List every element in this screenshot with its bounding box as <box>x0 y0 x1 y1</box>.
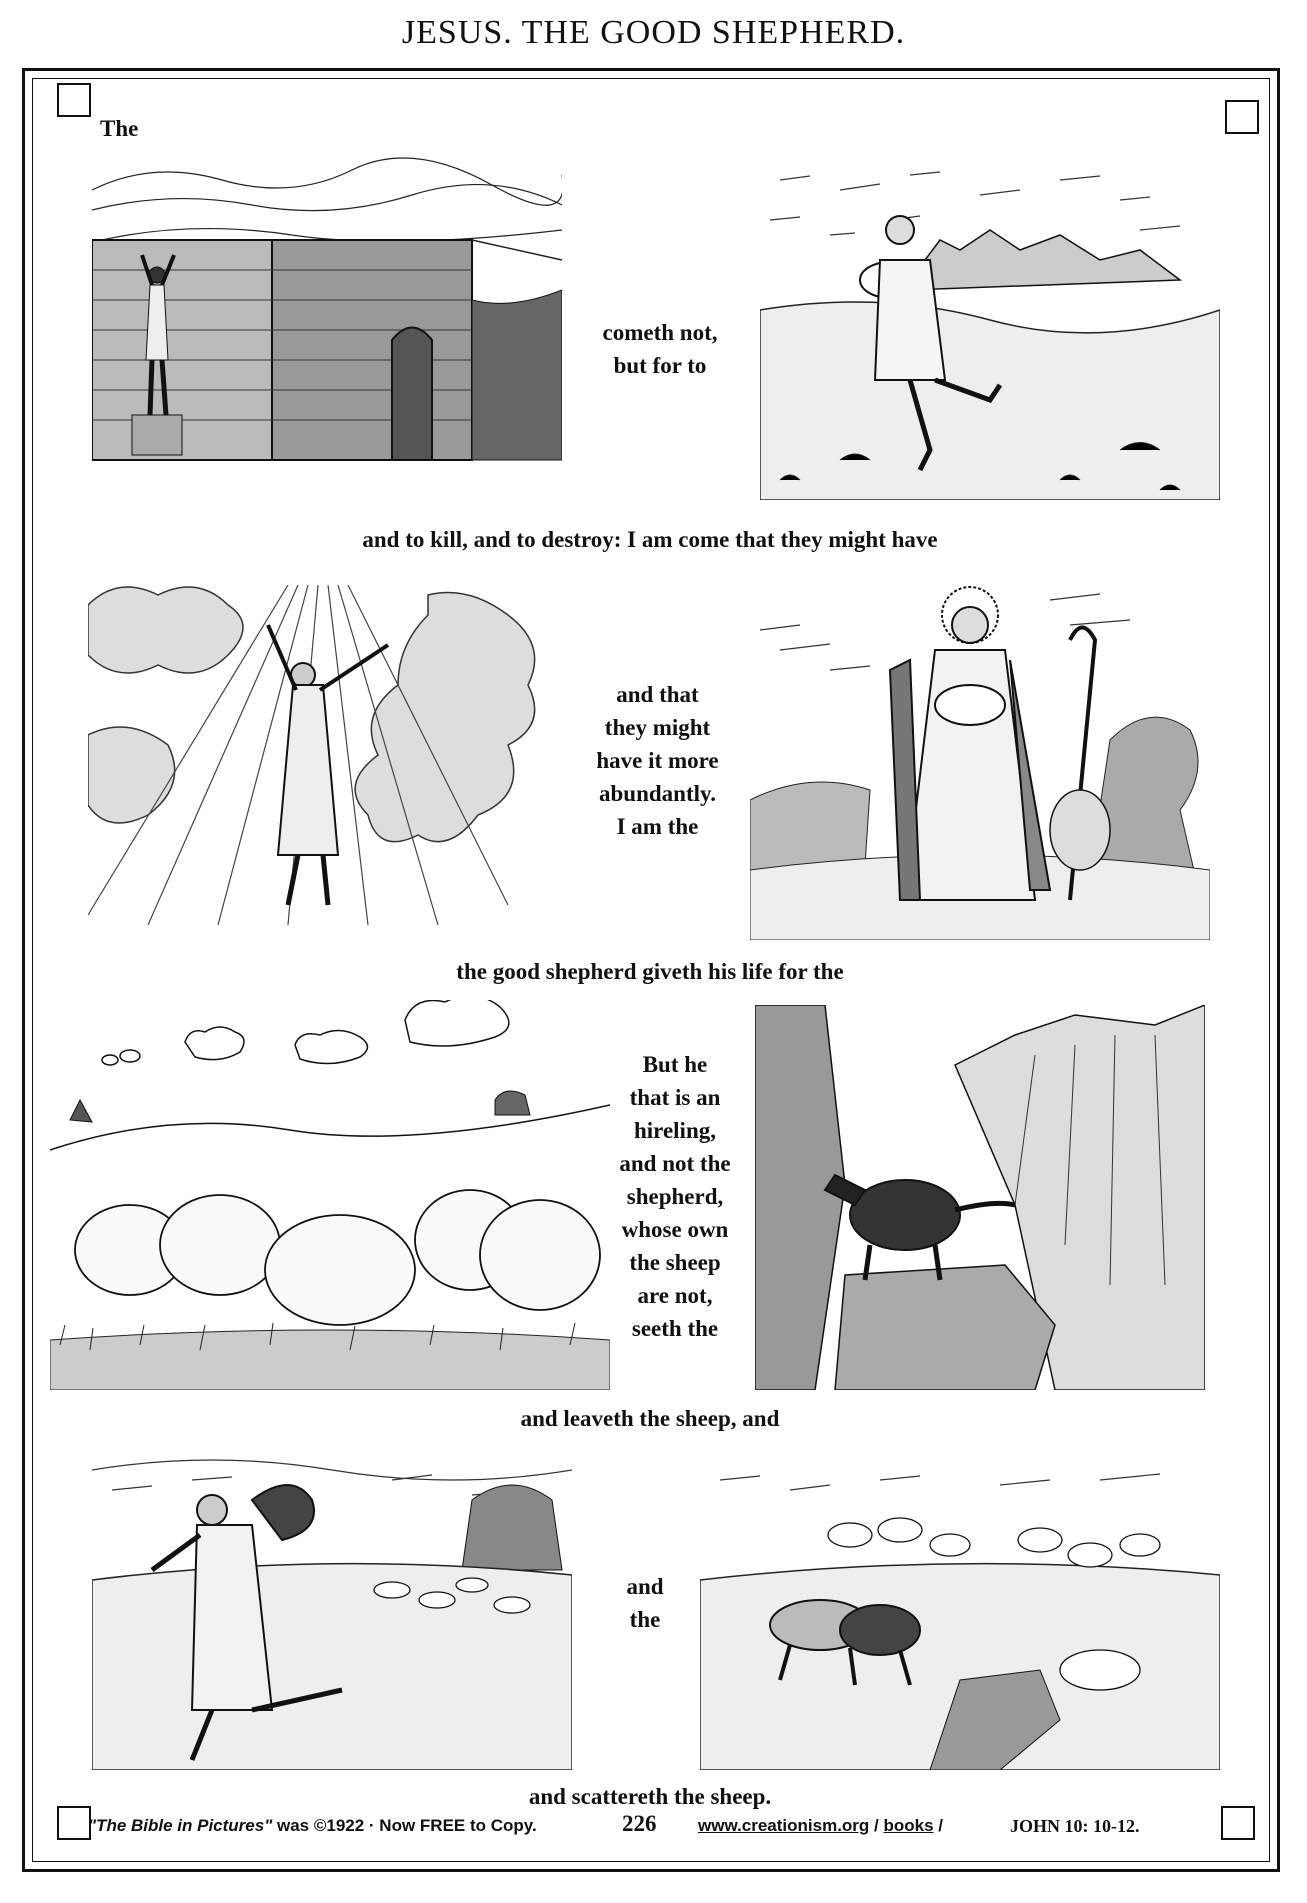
text-and-that: and that <box>616 682 699 707</box>
page-number: 226 <box>622 1811 657 1836</box>
text-are-not: are not, <box>637 1283 713 1308</box>
text-shepherd: shepherd, <box>626 1184 724 1209</box>
text-good-shepherd-giveth: the good shepherd giveth his life for the <box>456 959 844 984</box>
text-seeth-the: seeth the <box>631 1316 719 1341</box>
footer-url-site-link[interactable]: www.creationism.org <box>698 1816 870 1835</box>
footer-copyright-text: was ©1922 · Now FREE to Copy. <box>272 1816 537 1835</box>
page-title: JESUS. THE GOOD SHEPHERD. <box>401 14 906 51</box>
figure-rising-in-light-rays-illustration <box>88 585 548 925</box>
wolf-on-rocky-cliff-illustration <box>755 1005 1205 1390</box>
text-but-he: But he <box>642 1052 708 1077</box>
corner-ornament-top-right <box>1225 100 1259 134</box>
text-hireling: hireling, <box>633 1118 716 1143</box>
scripture-reference: JOHN 10: 10-12. <box>1010 1816 1140 1836</box>
text-i-am-the: I am the <box>616 814 699 839</box>
corner-ornament-bottom-right <box>1221 1806 1255 1840</box>
thief-climbing-sheepfold-wall-illustration <box>92 150 562 480</box>
text-abundantly: abundantly. <box>599 781 716 806</box>
jesus-shepherd-holding-lamb-illustration <box>750 570 1210 940</box>
text-but-for-to: but for to <box>613 353 707 378</box>
sheep-grazing-in-field-illustration <box>50 1000 610 1390</box>
text-cometh-not: cometh not, <box>602 320 718 345</box>
text-the: The <box>100 116 139 141</box>
text-line-kill-destroy: and to kill, and to destroy: I am come that they might have <box>362 527 938 552</box>
text-they-might: they might <box>604 715 711 740</box>
text-and: and <box>626 1574 664 1599</box>
text-have-it-more: have it more <box>596 748 719 773</box>
footer-url-separator: / <box>869 1816 884 1835</box>
text-and-not-the: and not the <box>619 1151 731 1176</box>
text-leaveth-the-sheep: and leaveth the sheep, and <box>520 1406 780 1431</box>
thief-running-with-lamb-illustration <box>760 150 1220 500</box>
footer-copyright <box>88 1816 537 1836</box>
text-whose-own: whose own <box>621 1217 729 1242</box>
footer-url-end: / <box>933 1816 943 1835</box>
text-the-2: the <box>629 1607 661 1632</box>
footer-url-books-link[interactable]: books <box>883 1816 934 1835</box>
text-the-sheep: the sheep <box>629 1250 721 1275</box>
corner-ornament-top-left <box>57 83 91 117</box>
hireling-fleeing-illustration <box>92 1440 572 1770</box>
footer-url[interactable] <box>698 1816 943 1836</box>
wolf-attacking-sheep-illustration <box>700 1460 1220 1770</box>
corner-ornament-bottom-left <box>57 1806 91 1840</box>
text-scattereth-the-sheep: and scattereth the sheep. <box>528 1784 772 1809</box>
text-that-is-an: that is an <box>629 1085 721 1110</box>
footer-book-title: "The Bible in Pictures" <box>88 1816 273 1835</box>
